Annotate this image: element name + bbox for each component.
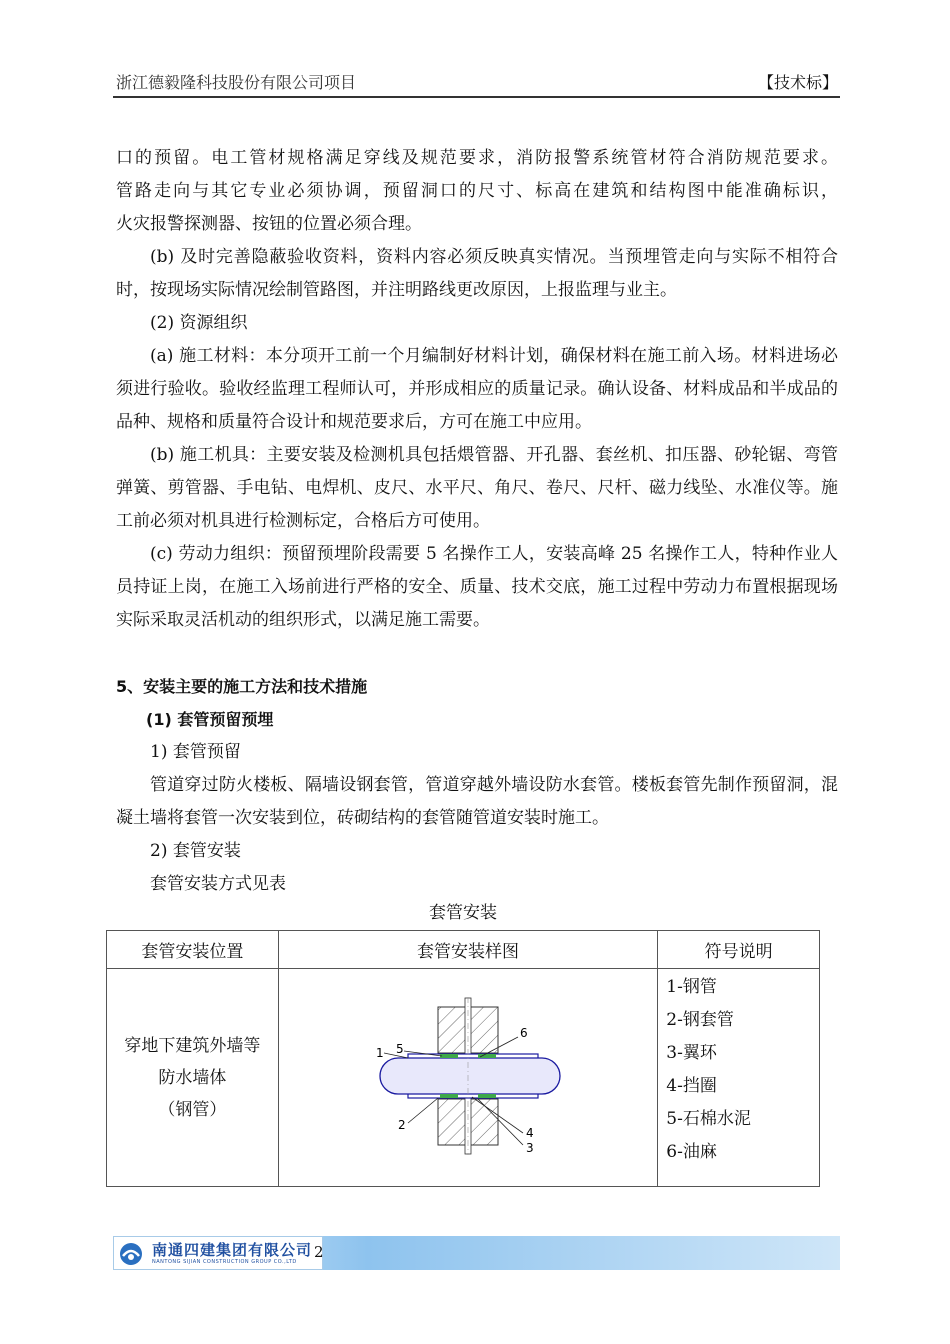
paragraph-tools: (b) 施工机具：主要安装及检测机具包括煨管器、开孔器、套丝机、扣压器、砂轮锯、弯管弹簧、剪管器、手电钻、电焊机、皮尺、水平尺、角尺、卷尺、尺杆、磁力线坠、水准仪等。施工前必须对机具进行检测标定，合格后方可使用。 bbox=[116, 445, 838, 531]
steel-pipe bbox=[380, 1058, 560, 1094]
item-heading: 1) 套管预留 bbox=[150, 742, 241, 762]
paragraph-line: 火灾报警探测器、按钮的位置必须合理。 bbox=[116, 214, 422, 234]
header-company: 浙江德毅隆科技股份有限公司项目 bbox=[116, 73, 357, 92]
header-tag: 【技术标】 bbox=[757, 73, 838, 92]
logo-icon bbox=[118, 1241, 144, 1267]
page-number: 2 bbox=[314, 1243, 324, 1261]
position-cell bbox=[107, 969, 279, 1187]
column-header: 套管安装样图 bbox=[278, 931, 658, 969]
figure-label: 3 bbox=[525, 1141, 534, 1155]
asbestos-mark bbox=[440, 1054, 458, 1058]
paragraph-records: (b) 及时完善隐蔽验收资料，资料内容必须反映真实情况。当预埋管走向与实际不相符合时，按现场实际情况绘制管路图，并注明路线更改原因，上报监理与业主。 bbox=[116, 247, 838, 300]
company-logo bbox=[113, 1236, 323, 1270]
sleeve-table bbox=[106, 930, 820, 1187]
figure-label: 5 bbox=[395, 1042, 404, 1056]
figure-cell bbox=[278, 969, 658, 1187]
paragraph-materials: (a) 施工材料：本分项开工前一个月编制好材料计划，确保材料在施工前入场。材料进场必须进行验收。验收经监理工程师认可，并形成相应的质量记录。确认设备、材料成品和半成品的品种、规格和质量符合设计和规范要求后，方可在施工中应用。 bbox=[116, 346, 838, 432]
legend-item: 6-油麻 bbox=[666, 1142, 717, 1162]
position-line: 防水墙体 bbox=[158, 1067, 227, 1088]
asbestos-mark bbox=[478, 1054, 496, 1058]
logo-name: 南通四建集团有限公司 bbox=[152, 1241, 313, 1259]
legend-cell bbox=[658, 969, 820, 1187]
column-header: 符号说明 bbox=[658, 931, 820, 969]
leader-line bbox=[408, 1098, 438, 1123]
body-content bbox=[116, 142, 838, 901]
page-header bbox=[113, 66, 840, 98]
table-header-row bbox=[107, 931, 820, 969]
page-footer bbox=[113, 1236, 840, 1270]
figure-label: 6 bbox=[519, 1026, 528, 1040]
subheading-resources: (2) 资源组织 bbox=[150, 313, 248, 333]
table-row bbox=[107, 969, 820, 1187]
section-heading: 5、安装主要的施工方法和技术措施 bbox=[116, 677, 368, 696]
item-heading: 2) 套管安装 bbox=[150, 841, 241, 861]
figure-label: 1 bbox=[375, 1046, 384, 1060]
asbestos-mark bbox=[478, 1094, 496, 1098]
figure-label: 2 bbox=[397, 1118, 406, 1132]
position-line: 穿地下建筑外墙等 bbox=[124, 1035, 261, 1056]
figure-label: 4 bbox=[525, 1126, 534, 1140]
paragraph-line: 口的预留。电工管材规格满足穿线及规范要求，消防报警系统管材符合消防规范要求。 bbox=[116, 148, 838, 168]
table-caption: 套管安装 bbox=[429, 903, 497, 923]
logo-english: NANTONG SIJIAN CONSTRUCTION GROUP CO.,LTD bbox=[152, 1259, 297, 1265]
paragraph-sleeve-install: 套管安装方式见表 bbox=[150, 874, 286, 894]
legend-item: 4-挡圈 bbox=[666, 1076, 717, 1096]
column-header: 套管安装位置 bbox=[107, 931, 279, 969]
position-line: （钢管） bbox=[158, 1099, 227, 1120]
paragraph-labor: (c) 劳动力组织：预留预埋阶段需要 5 名操作工人，安装高峰 25 名操作工人，特种作业人员持证上岗，在施工入场前进行严格的安全、质量、技术交底，施工过程中劳动力布置根据现场实际采取灵活机动的组织形式，以满足施工需要。 bbox=[116, 544, 838, 630]
subsection-heading: (1) 套管预留预埋 bbox=[146, 710, 274, 729]
asbestos-mark bbox=[440, 1094, 458, 1098]
paragraph-sleeve-reserve: 管道穿过防火楼板、隔墙设钢套管，管道穿越外墙设防水套管。楼板套管先制作预留洞，混凝土墙将套管一次安装到位，砖砌结构的套管随管道安装时施工。 bbox=[116, 775, 838, 828]
paragraph-line: 管路走向与其它专业必须协调，预留洞口的尺寸、标高在建筑和结构图中能准确标识， bbox=[116, 181, 838, 201]
sleeve-diagram bbox=[368, 995, 568, 1155]
legend-item: 2-钢套管 bbox=[666, 1010, 734, 1030]
legend-item: 3-翼环 bbox=[666, 1043, 717, 1063]
legend-item: 1-钢管 bbox=[666, 977, 717, 997]
header-rule bbox=[113, 96, 840, 98]
legend-item: 5-石棉水泥 bbox=[666, 1109, 751, 1129]
